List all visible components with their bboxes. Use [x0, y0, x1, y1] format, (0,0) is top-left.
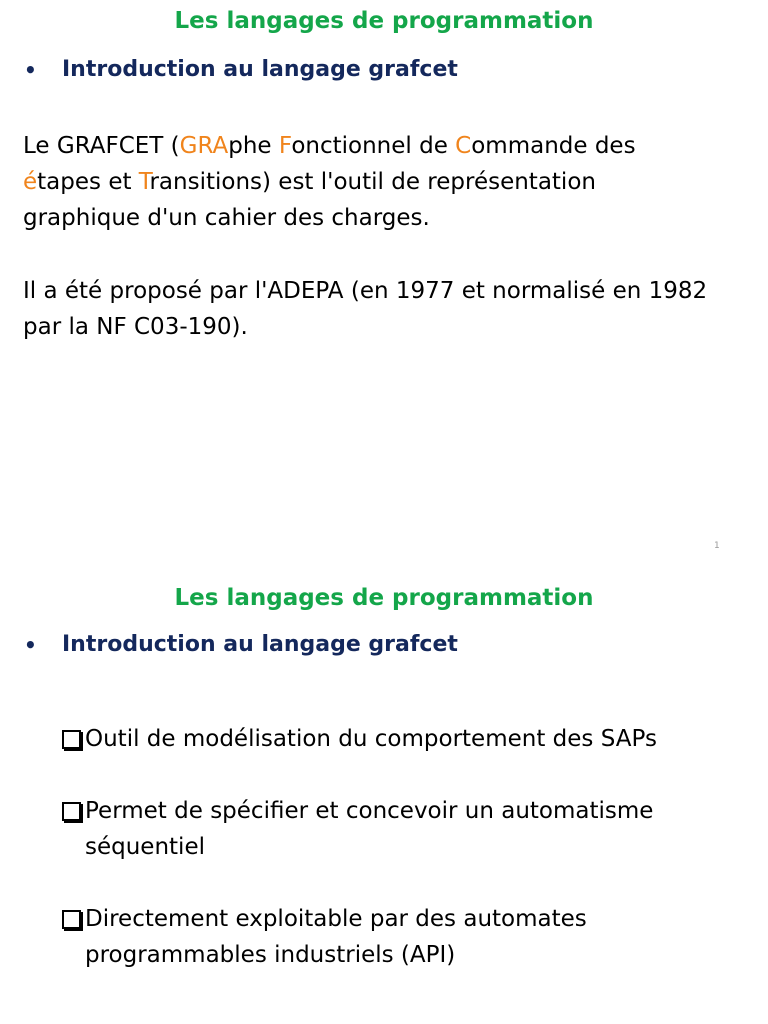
text-span: ransitions) est l'outil de représentation	[149, 169, 596, 195]
acronym-letter: F	[278, 133, 292, 159]
list-item	[62, 721, 752, 757]
paragraph-line	[23, 164, 763, 200]
slide-2	[0, 576, 768, 1024]
slide-1-bullet-text: Introduction au langage grafcet	[62, 57, 458, 82]
list-item-line: séquentiel	[85, 834, 205, 860]
slide-1-title: Les langages de programmation	[174, 8, 594, 34]
slide-2-bullet-heading	[24, 632, 458, 657]
list-item	[62, 793, 752, 865]
acronym-letter: GRA	[179, 133, 229, 159]
paragraph-line: Il a été proposé par l'ADEPA (en 1977 et normalisé en 1982	[23, 278, 708, 304]
grafcet-definition-paragraph	[23, 128, 763, 236]
acronym-letter: é	[23, 169, 38, 195]
list-item-line: programmables industriels (API)	[85, 942, 456, 968]
checkbox-square-icon	[62, 910, 81, 929]
slide-2-title: Les langages de programmation	[174, 585, 594, 611]
paragraph-line: graphique d'un cahier des charges.	[23, 205, 430, 231]
bullet-dot-icon: •	[24, 632, 37, 657]
text-span: tapes et	[37, 169, 139, 195]
text-span: onctionnel de	[291, 133, 456, 159]
page-number: 1	[714, 541, 720, 551]
paragraph-line	[23, 128, 763, 164]
checkbox-square-icon	[62, 802, 81, 821]
text-span: phe	[228, 133, 279, 159]
list-item-line: Outil de modélisation du comportement des SAPs	[85, 726, 657, 752]
adepa-history-paragraph	[23, 273, 763, 345]
acronym-letter: C	[455, 133, 472, 159]
list-item-text	[85, 793, 752, 865]
slide-1-bullet-heading	[24, 57, 458, 82]
bullet-dot-icon: •	[24, 57, 37, 82]
paragraph-line: par la NF C03-190).	[23, 314, 248, 340]
slide-2-bullet-text: Introduction au langage grafcet	[62, 632, 458, 657]
list-item-text	[85, 901, 752, 973]
acronym-letter: T	[138, 169, 150, 195]
list-item	[62, 901, 752, 973]
list-item-line: Permet de spécifier et concevoir un automatisme	[85, 798, 654, 824]
text-span: Le GRAFCET (	[23, 133, 180, 159]
checkbox-square-icon	[62, 730, 81, 749]
list-item-line: Directement exploitable par des automates	[85, 906, 587, 932]
list-item-text	[85, 721, 752, 757]
text-span: ommande des	[471, 133, 636, 159]
